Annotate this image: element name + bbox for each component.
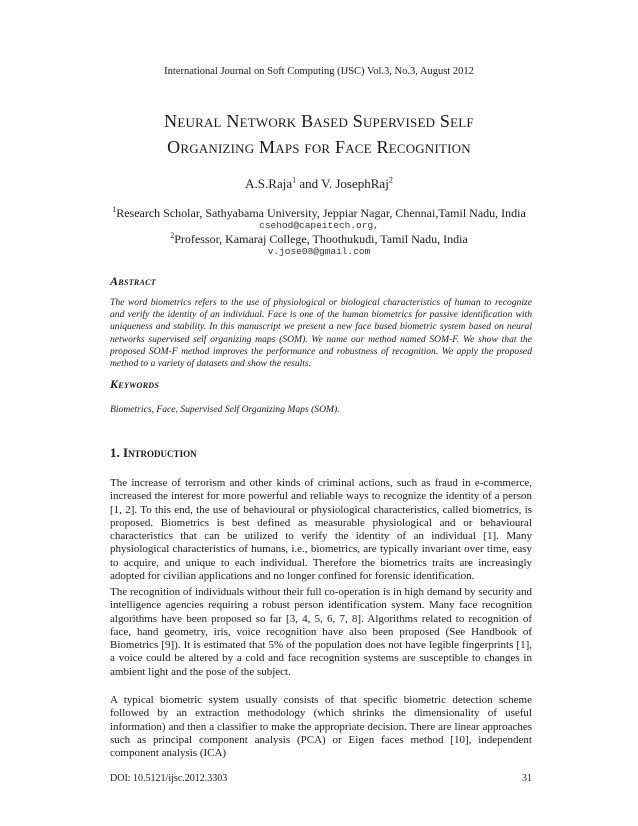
affiliation-1 <box>0 206 638 221</box>
affiliation-2 <box>0 232 638 247</box>
email-2: v.jose08@gmail.com <box>267 246 371 257</box>
author-2-affil-mark: 2 <box>388 175 393 185</box>
title-line-2: Organizing Maps for Face Recognition <box>167 137 471 157</box>
title-line-1: Neural Network Based Supervised Self <box>164 111 474 131</box>
keywords-text: Biometrics, Face, Supervised Self Organizing Maps (SOM). <box>110 404 340 415</box>
page-footer <box>110 773 532 784</box>
affiliation-1-mark: 1 <box>112 205 117 214</box>
affiliation-2-text: Professor, Kamaraj College, Thoothukudi, Tamil Nadu, India <box>174 232 468 246</box>
author-list <box>0 176 638 192</box>
intro-paragraph-1: The increase of terrorism and other kinds of criminal actions, such as fraud in e-commerce, increased the interest for more powerful and reliable ways to recognize the identity of a person [1, 2]. To this end, the use of behavioural or physiological characteristics, called biometrics, is proposed. Biometrics is best defined as measurable physiological and or behavioural characteristics that can be utilized to verify the identity of an individual [1]. Many physiological characteristics of humans, i.e., biometrics, are typically invariant over time, easy to acquire, and unique to each individual. Therefore the biometrics traits are increasingly adopted for civilian applications and no longer confined for forensic identification. <box>110 477 532 583</box>
affiliation-1-text: Research Scholar, Sathyabama University, Jeppiar Nagar, Chennai,Tamil Nadu, India <box>116 206 526 220</box>
email-1: csehod@capeitech.org, <box>259 220 379 231</box>
author-1-affil-mark: 1 <box>292 175 297 185</box>
affiliation-2-mark: 2 <box>170 231 175 240</box>
introduction-heading: 1. Introduction <box>110 445 197 460</box>
paper-title <box>60 108 578 160</box>
journal-header: International Journal on Soft Computing (IJSC) Vol.3, No.3, August 2012 <box>164 66 474 77</box>
keywords-heading: Keywords <box>110 377 160 391</box>
abstract-heading: Abstract <box>110 274 156 288</box>
intro-paragraph-2: The recognition of individuals without their full co-operation is in high demand by security and intelligence agencies requiring a robust person identification system. Many face recognition algorithms have been proposed so far [3, 4, 5, 6, 7, 8]. Algorithms related to recognition of face, hand geometry, iris, voice recognition have also been proposed (See Handbook of Biometrics [9]). It is estimated that 5% of the population does not have legible fingerprints [1], a voice could be altered by a cold and face recognition systems are susceptible to changes in ambient light and the pose of the subject. <box>110 586 532 678</box>
author-2: and V. JosephRaj <box>296 176 389 191</box>
author-1: A.S.Raja <box>245 176 293 191</box>
intro-paragraph-3: A typical biometric system usually consists of that specific biometric detection scheme followed by an extraction methodology (which shrinks the dimensionality of useful information) and then a classifier to make the appropriate decision. There are linear approaches such as principal component analysis (PCA) or Eigen faces method [10], independent component analysis (ICA) <box>110 694 532 760</box>
doi: DOI: 10.5121/ijsc.2012.3303 <box>110 773 228 784</box>
abstract-text: The word biometrics refers to the use of physiological or biological characteristics of human to recognize and verify the identity of an individual. Face is one of the human biometrics for passive identification with uniqueness and stability. In this manuscript we present a new face based biometric system based on neural networks supervised self organizing maps (SOM). We name our method named SOM-F. We show that the proposed SOM-F method improves the performance and robustness of recognition. We apply the proposed method to a variety of datasets and show the results. <box>110 297 532 370</box>
page-number: 31 <box>522 773 532 784</box>
